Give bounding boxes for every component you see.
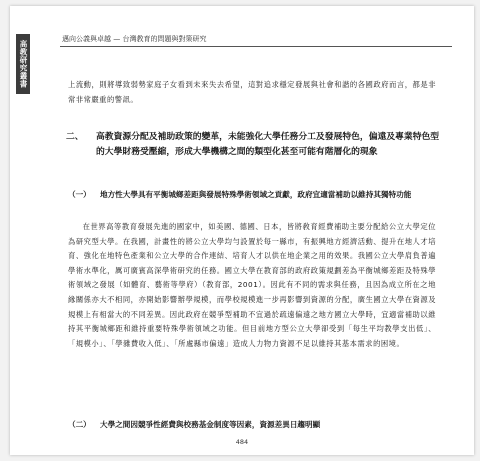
subsection-2-number: （二） [68, 420, 91, 429]
running-header: 邁向公義與卓越 — 台灣教育的問題與對策研究 [62, 35, 207, 43]
section-heading [66, 130, 442, 160]
body-paragraph: 在世界高等教育發展先進的國家中，如美國、德國、日本，皆將敎育經費補助主要分配給公立大學定位為研究型大學。在我國，計畫性的將公立大學均勻設置於每一縣市，有振興地方經濟活動、提升在地人才培育、強化在地特色產業和公立大學的合作連結、培育人才以供在地企業之用的效果。我國公立大學肩負普遍學術水準化，厲可廣賓高深學術研究的任務。國立大學在教育部的政府政策規劃差為平衡城鄉差距及特殊學術領域之發展（如體育、藝術等學府）（教育部，2001）。因此有不同的需求與任務，且因為成立所在之地緣關係亦大不相同，亦開始影響辦學規模，而學校規模進一步再影響到資源的分配，廣生國立大學在資源及規模上有相當大的不同差異。因此政府在競爭型補助不宜過於疏遠偏遠之地方國立大學時，宜適當補助以維持其平衡城鄉距和維持重要特殊學術領域之功能。但目前地方型公立大學卻受到「每生平均教學支出低」、「規模小」、「學雜費收入低」、「所處縣市偏遠」造成人力物力資源不足以維持其基本需求的困境。 [68, 222, 436, 348]
book-page [10, 6, 474, 455]
subsection-heading-1 [68, 188, 436, 202]
series-side-tab: 高教研究叢書 [16, 34, 30, 94]
lead-paragraph: 上流動，則將導致弱勢家庭子女看到未來失去希望，這對追求穩定發展與社會和諧的各國政府而言，都是非常非常嚴重的警訊。 [68, 80, 436, 104]
subsection-1-number: （一） [68, 190, 91, 199]
subsection-2-title: 大學之間因競爭性經費與校務基金制度等因素，資源差異日趨明顯 [100, 420, 321, 429]
header-rule [60, 46, 452, 47]
subsection-heading-2 [68, 418, 436, 432]
subsection-1-title: 地方性大學具有平衡城鄉差距與發展特殊學術領域之貢獻，政府宜適當補助以維持其獨特功能 [100, 190, 412, 199]
section-number: 二、 [66, 132, 84, 142]
section-title: 高教資源分配及補助政策的變革，未能強化大學任務分工及發展特色，偏遠及專業特色型的大學財務受壓縮，形成大學機構之間的類型化甚至可能有階層化的現象 [96, 132, 440, 157]
page-number: 484 [235, 438, 249, 446]
